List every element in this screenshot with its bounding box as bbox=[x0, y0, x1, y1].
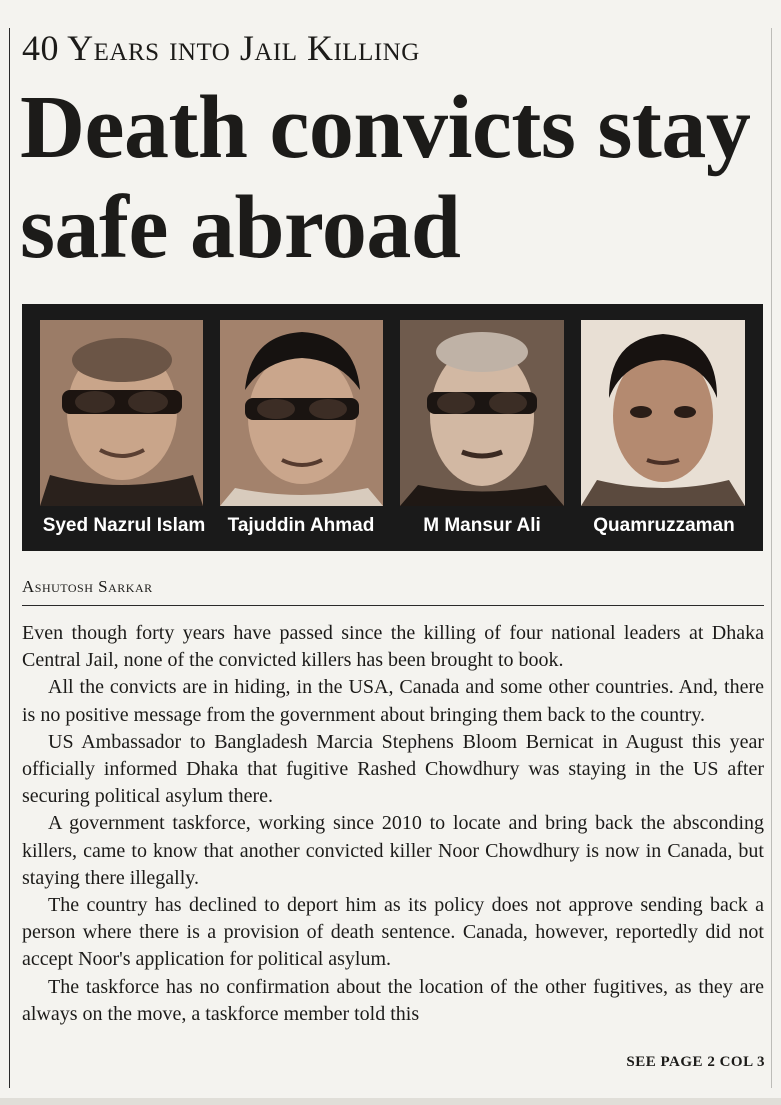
headline: Death convicts stay safe abroad bbox=[20, 78, 751, 277]
article-paragraph-3: US Ambassador to Bangladesh Marcia Stephens Bloom Bernicat in August this year officially informed Dhaka that fugitive Rashed Chowdhury was staying in the US after securing political asylum there. bbox=[22, 730, 764, 808]
caption-photo-3: M Mansur Ali bbox=[423, 515, 541, 536]
photo-strip bbox=[22, 304, 763, 551]
caption-photo-4: Quamruzzaman bbox=[593, 515, 735, 536]
portrait-photo-3 bbox=[400, 320, 564, 506]
caption-photo-1: Syed Nazrul Islam bbox=[42, 515, 206, 536]
page-bottom-edge bbox=[0, 1098, 781, 1105]
portrait-image-1 bbox=[40, 320, 203, 506]
article-paragraph-4: A government taskforce, working since 2010 to locate and bring back the absconding killers, came to know that another convicted killer Noor Chowdhury is now in Canada, but staying there illegally. bbox=[22, 812, 764, 889]
article-paragraph-6: The taskforce has no confirmation about the location of the other fugitives, as they are always on the move, a taskforce member told this bbox=[22, 975, 764, 1025]
byline-divider bbox=[22, 605, 764, 606]
byline bbox=[22, 576, 153, 598]
portrait-photo-4 bbox=[581, 320, 745, 506]
article-paragraph-1: Even though forty years have passed since the killing of four national leaders at Dhaka Central Jail, none of the convicted killers has been brought to book. bbox=[22, 622, 764, 672]
byline-author: Ashutosh Sarkar bbox=[22, 577, 153, 596]
column-rule-left bbox=[9, 28, 10, 1088]
portrait-image-4 bbox=[581, 320, 745, 506]
article-paragraph-5: The country has declined to deport him as its policy does not approve sending back a person where there is a provision of death sentence. Canada, however, reportedly did not accept Noor's application for political asylum. bbox=[22, 894, 764, 971]
article-body bbox=[22, 620, 764, 1028]
portrait-image-2 bbox=[220, 320, 383, 506]
portrait-image-3 bbox=[400, 320, 564, 506]
caption-photo-2: Tajuddin Ahmad bbox=[227, 515, 375, 536]
kicker-heading bbox=[22, 28, 420, 68]
portrait-photo-2 bbox=[220, 320, 383, 506]
continued-jump-line: SEE PAGE 2 COL 3 bbox=[626, 1054, 765, 1070]
column-rule-right bbox=[771, 28, 772, 1088]
portrait-photo-1 bbox=[40, 320, 203, 506]
article-paragraph-2: All the convicts are in hiding, in the USA, Canada and some other countries. And, there is no positive message from the government about bringing them back to the country. bbox=[22, 676, 764, 726]
kicker-text: 40 Years into Jail Killing bbox=[22, 28, 420, 68]
